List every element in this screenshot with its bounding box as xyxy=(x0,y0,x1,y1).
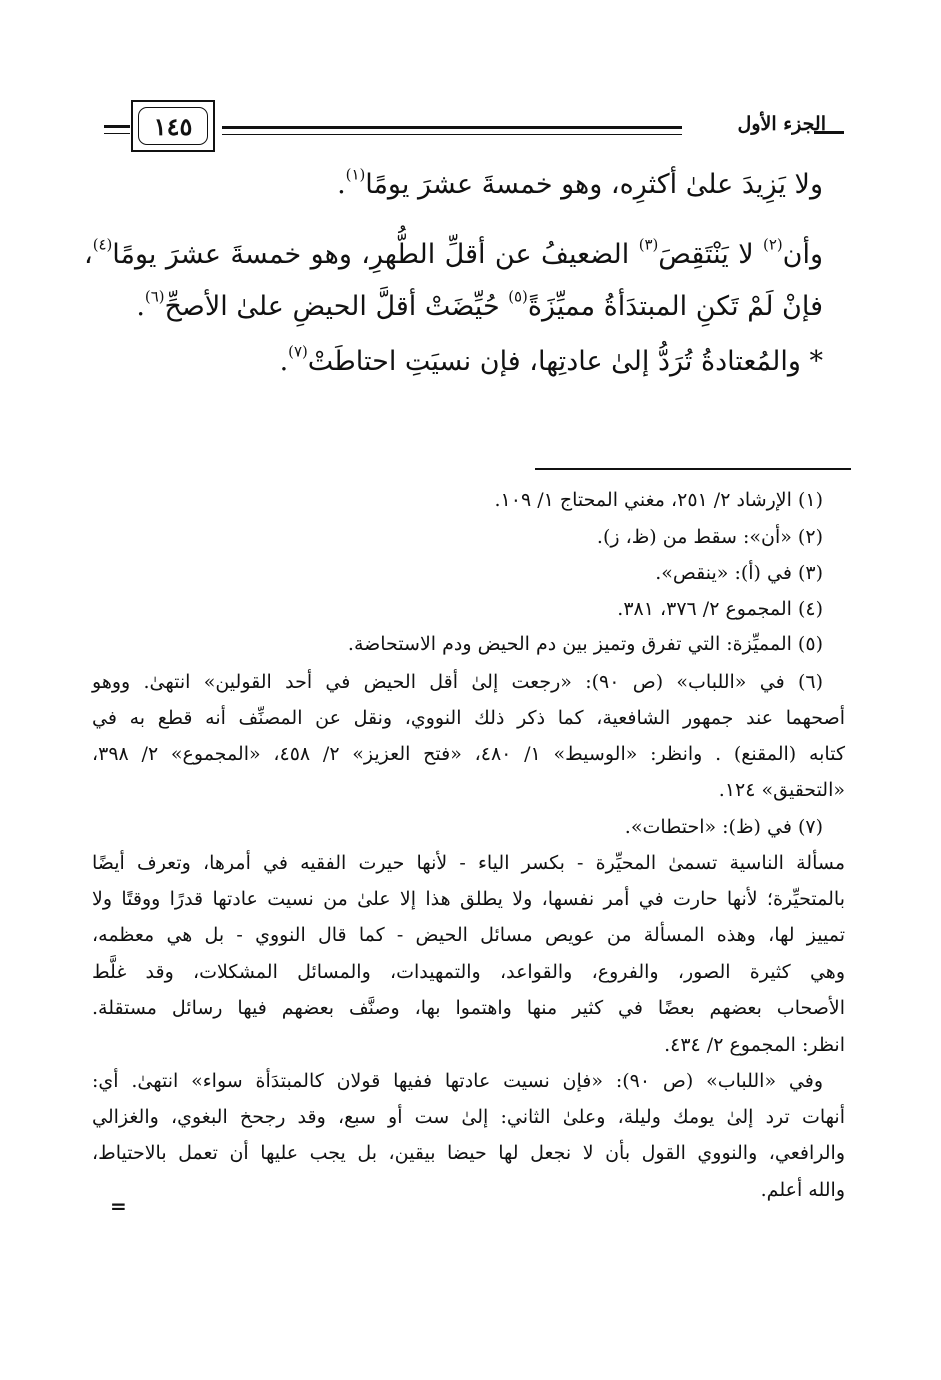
footnote-6-line-1: (٦) في «اللباب» (ص ٩٠): «رجعت إلىٰ أقل الحيض في أحد القولين» انتهىٰ. ووهو xyxy=(92,671,824,693)
continuation-mark: = xyxy=(110,1194,127,1218)
header-rule-middle-thin xyxy=(222,134,682,135)
main-line-3 xyxy=(136,287,823,327)
note-ref: (١) xyxy=(345,165,366,184)
footnote-6-line-4: «التحقيق» ١٢٤. xyxy=(718,779,845,801)
running-title: الجزء الأول xyxy=(737,113,826,135)
footnote-2: (٢) «أن»: سقط من (ظ، ز). xyxy=(596,526,823,548)
footnote-7: (٧) في (ظ): «احتطات». xyxy=(624,816,823,838)
footnote-4: (٤) المجموع ٢/ ٣٧٦، ٣٨١. xyxy=(617,598,823,620)
footnote-1: (١) الإرشاد ٢/ ٢٥١، مغني المحتاج ١/ ١٠٩. xyxy=(494,489,823,511)
footnote-7-line-6: الأصحاب بعضهم بعضًا في كثير منها واهتموا بها، وصنَّف بعضهم فيها رسائل مستقلة. xyxy=(92,997,845,1019)
main-text: ، xyxy=(84,239,93,270)
footnote-7-line-3: بالمتحيِّرة؛ لأنها حارت في أمر نفسها، ولا يطلق هذا إلا علىٰ من نسيت عادتها قدرًا ووقتًا ولا xyxy=(92,888,845,910)
footnote-separator xyxy=(535,468,851,470)
note-ref: (٢) xyxy=(763,235,783,254)
main-line-1 xyxy=(337,165,823,205)
footnote-7-line-4: تمييز لها، وهذه المسألة من عويص مسائل الحيض - كما قال النووي - بل هي معظمه، xyxy=(92,924,845,946)
note-ref: (٤) xyxy=(92,235,113,254)
footnote-7-line-5: وهي كثيرة الصور، والفروع، والقواعد، والتمهيدات، والمسائل المشكلات، وقد غلَّط xyxy=(92,961,845,983)
main-text: . xyxy=(279,346,289,377)
main-text: حُيِّضَتْ أقلَّ الحيضِ علىٰ الأصحِّ xyxy=(164,291,509,322)
main-text: فإنْ لَمْ تَكنِ المبتدَأةُ مميِّزَةً xyxy=(527,291,823,322)
main-text: . xyxy=(337,169,346,200)
main-text: لا يَنْتَقِصَ xyxy=(658,239,764,270)
footnote-7-line-7: انظر: المجموع ٢/ ٤٣٤. xyxy=(664,1034,845,1056)
footnote-7-line-11: والله أعلم. xyxy=(760,1179,845,1201)
header-rule-left-thin xyxy=(104,133,130,134)
note-ref: (٥) xyxy=(508,287,528,306)
main-text: * والمُعتادةُ تُرَدُّ إلىٰ عادتِها، فإن نسيَتِ احتاطَتْ xyxy=(307,346,823,377)
footnote-7-line-2: مسألة الناسية تسمىٰ المحيِّرة - بكسر الياء - لأنها حيرت الفقيه في أمرها، وتعرف أيضًا xyxy=(92,852,845,874)
footnote-6-line-2: أصحهما عند جمهور الشافعية، كما ذكر ذلك النووي، ونقل عن المصنِّف أنه قطع به في xyxy=(92,707,845,729)
footnote-5: (٥) المميِّزة: التي تفرق وتميز بين دم الحيض ودم الاستحاضة. xyxy=(347,633,823,655)
page-number-box xyxy=(131,100,215,152)
main-text: الضعيفُ عن أقلِّ الطُّهرِ، وهو خمسةَ عشرَ يومًا xyxy=(112,239,639,270)
page-number: ١٤٥ xyxy=(138,107,208,145)
main-text: . xyxy=(136,291,145,322)
main-line-2 xyxy=(84,235,823,275)
main-line-4 xyxy=(280,342,823,382)
main-text: ولا يَزِيدَ علىٰ أكثرِه، وهو خمسةَ عشرَ يومًا xyxy=(365,169,823,200)
main-text: وأن xyxy=(782,239,823,270)
footnote-7-line-8: وفي «اللباب» (ص ٩٠): «فإن نسيت عادتها ففيها قولان كالمبتدَأة سواء» انتهىٰ. أي: xyxy=(92,1070,823,1092)
note-ref: (٧) xyxy=(288,342,308,361)
footnote-3: (٣) في (أ): «ينقص». xyxy=(655,562,823,584)
note-ref: (٦) xyxy=(144,287,165,306)
header-rule-left xyxy=(104,125,130,128)
note-ref: (٣) xyxy=(638,235,659,254)
footnote-7-line-9: أنهات ترد إلىٰ يومك وليلة، وعلىٰ الثاني: إلىٰ ست أو سبع، وقد رجحخ البغوي، والغزالي xyxy=(92,1106,845,1128)
header-rule-middle xyxy=(222,126,682,129)
footnote-7-line-10: والرافعي، والنووي القول بأن لا نجعل لها حيضا بيقين، بل يجب عليها أن تعمل بالاحتياط، xyxy=(92,1142,845,1164)
footnote-6-line-3: كتابه (المقنع) . وانظر: «الوسيط» ١/ ٤٨٠، «فتح العزيز» ٢/ ٤٥٨، «المجموع» ٢/ ٣٩٨، xyxy=(92,743,845,765)
